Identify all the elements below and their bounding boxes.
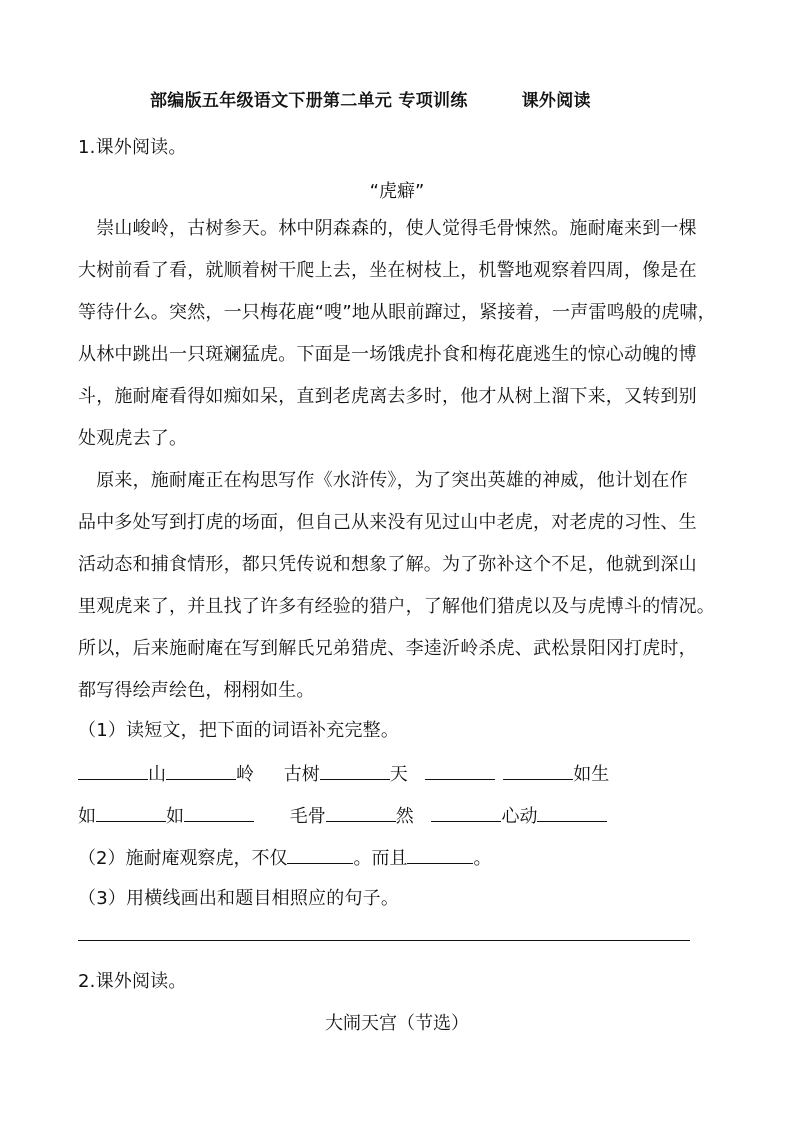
passage-line: 原来，施耐庵正在构思写作《水浒传》，为了突出英雄的神威，他计划在作: [78, 470, 688, 491]
fill-blank[interactable]: [78, 761, 148, 780]
passage-line: 崇山峻岭，古树参天。林中阴森森的，使人觉得毛骨悚然。施耐庵来到一棵: [78, 218, 697, 239]
fill-blank[interactable]: [287, 845, 353, 864]
fill-blank[interactable]: [96, 803, 166, 822]
fill-blank[interactable]: [184, 803, 254, 822]
word-fragment: 山: [148, 764, 166, 785]
document-title: [150, 86, 750, 111]
sub-question-2-mid: 。而且: [353, 848, 408, 869]
fill-blank[interactable]: [407, 845, 473, 864]
fill-blank[interactable]: [431, 803, 501, 822]
word-fragment: 如生: [573, 764, 610, 785]
word-fragment: 毛骨: [289, 806, 326, 827]
sub-question-1: （1）读短文，把下面的词语补充完整。: [78, 720, 400, 741]
fill-blank[interactable]: [320, 761, 390, 780]
sub-question-3: （3）用横线画出和题目相照应的句子。: [78, 888, 400, 909]
passage-line: 活动态和捕食情形，都只凭传说和想象了解。为了弥补这个不足，他就到深山: [78, 554, 697, 575]
word-fragment: 天: [389, 764, 408, 785]
title-sub: 课外阅读: [521, 91, 591, 111]
passage-line: 所以，后来施耐庵在写到解氏兄弟猎虎、李逵沂岭杀虎、武松景阳冈打虎时，: [78, 638, 697, 659]
question-2-heading: 2.课外阅读。: [78, 971, 187, 992]
passage-line: 斗，施耐庵看得如痴如呆，直到老虎离去多时，他才从树上溜下来，又转到别: [78, 386, 697, 407]
sub-question-2-prefix: （2）施耐庵观察虎，不仅: [78, 848, 288, 869]
fill-blank[interactable]: [166, 761, 236, 780]
title-main: 部编版五年级语文下册第二单元 专项训练: [150, 91, 468, 111]
passage-line: 处观虎去了。: [78, 428, 188, 449]
passage-line: 里观虎来了，并且找了许多有经验的猎户，了解他们猎虎以及与虎博斗的情况。: [78, 596, 715, 617]
fill-row-1: [78, 761, 609, 787]
word-fragment: 然: [395, 806, 414, 827]
fill-row-2: [78, 803, 607, 829]
passage-line: 品中多处写到打虎的场面，但自己从来没有见过山中老虎，对老虎的习性、生: [78, 512, 697, 533]
sub-question-2: [78, 845, 491, 871]
fill-blank[interactable]: [326, 803, 396, 822]
passage-line: 大树前看了看，就顺着树干爬上去，坐在树枝上，机警地观察着四周，像是在: [78, 260, 697, 281]
question-1-heading: 1.课外阅读。: [78, 137, 187, 158]
fill-blank[interactable]: [425, 761, 495, 780]
word-fragment: 如: [78, 806, 96, 827]
answer-line[interactable]: [78, 940, 690, 941]
word-fragment: 古树: [283, 764, 320, 785]
passage-line: 等待什么。突然，一只梅花鹿“嗖”地从眼前蹿过，紧接着，一声雷鸣般的虎啸，: [78, 302, 716, 323]
sub-question-2-end: 。: [473, 848, 492, 869]
passage-2-title: 大闹天宫（节选）: [325, 1013, 469, 1034]
fill-blank[interactable]: [503, 761, 573, 780]
word-fragment: 心动: [501, 806, 538, 827]
fill-blank[interactable]: [537, 803, 607, 822]
passage-line: 都写得绘声绘色，栩栩如生。: [78, 680, 315, 701]
passage-line: 从林中跳出一只斑斓猛虎。下面是一场饿虎扑食和梅花鹿逃生的惊心动魄的博: [78, 344, 697, 365]
word-fragment: 如: [166, 806, 184, 827]
word-fragment: 岭: [236, 764, 254, 785]
passage-1-title: “虎癖”: [369, 181, 425, 202]
